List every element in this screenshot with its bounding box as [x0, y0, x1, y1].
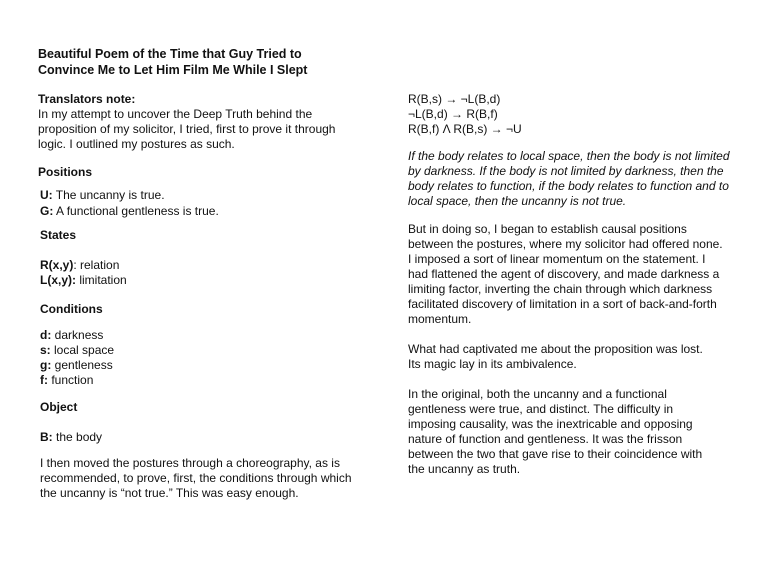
condition-symbol: f:	[40, 373, 48, 387]
formula-line: R(B,s) → ¬L(B,d)	[408, 92, 501, 106]
condition-text: darkness	[54, 328, 104, 342]
conditions-heading: Conditions	[40, 302, 103, 316]
conditions-list	[40, 328, 114, 388]
formula-block	[408, 92, 522, 137]
object-item	[40, 430, 102, 445]
state-text: limitation	[79, 273, 127, 287]
condition-text: local space	[54, 343, 115, 357]
positions-heading: Positions	[38, 165, 93, 179]
condition-symbol: d:	[40, 328, 52, 342]
translators-note-heading: Translators note:	[38, 92, 136, 106]
positions-list	[40, 188, 219, 219]
choreography-paragraph: I then moved the postures through a choreography, as is recommended, to prove, first, the conditions through which the uncanny is “not true.” This was easy enough.	[40, 456, 352, 500]
condition-item	[40, 343, 114, 358]
state-item	[40, 273, 127, 288]
object-symbol: B:	[40, 430, 53, 444]
position-item	[40, 188, 219, 203]
condition-item	[40, 373, 114, 388]
state-symbol: R(x,y)	[40, 258, 74, 272]
condition-text: gentleness	[54, 358, 113, 372]
condition-text: function	[51, 373, 94, 387]
body-paragraph: In the original, both the uncanny and a functional gentleness were true, and distinct. The difficulty in imposing causality, was the inextricable and opposing nature of function and gentleness. It was the frisson between the two that gave rise to their coincidence with the uncanny as truth.	[408, 387, 703, 476]
condition-item	[40, 328, 114, 343]
position-item	[40, 204, 219, 219]
condition-symbol: g:	[40, 358, 52, 372]
position-symbol: G:	[40, 204, 54, 218]
poem-title: Beautiful Poem of the Time that Guy Tried to Convince Me to Let Him Film Me While I Slept	[38, 47, 308, 77]
body-paragraph: But in doing so, I began to establish causal positions between the postures, where my solicitor had offered none. I imposed a sort of linear momentum on the statement. I had flattened the agent of discovery, and made darkness a limiting factor, inverting the chain through which darkness facilitated discovery of limitation in a sort of back-and-forth momentum.	[408, 222, 723, 326]
state-item	[40, 258, 127, 273]
position-symbol: U:	[40, 188, 53, 202]
object-heading: Object	[40, 400, 78, 414]
position-text: A functional gentleness is true.	[56, 204, 219, 218]
condition-item	[40, 358, 114, 373]
formula-explanation: If the body relates to local space, then the body is not limited by darkness. If the body is not limited by darkness, then the body relates to function, if the body relates to function and to local space, then the uncanny is not true.	[408, 149, 730, 208]
states-list	[40, 258, 127, 288]
states-heading: States	[40, 228, 77, 242]
formula-line: R(B,f) Λ R(B,s) → ¬U	[408, 122, 522, 136]
body-paragraph: What had captivated me about the proposition was lost. Its magic lay in its ambivalence.	[408, 342, 703, 371]
state-text: : relation	[73, 258, 120, 272]
translators-note-text: In my attempt to uncover the Deep Truth behind the proposition of my solicitor, I tried, first to prove it through logic. I outlined my postures as such.	[38, 107, 336, 151]
condition-symbol: s:	[40, 343, 51, 357]
position-text: The uncanny is true.	[55, 188, 165, 202]
object-text: the body	[56, 430, 103, 444]
formula-line: ¬L(B,d) → R(B,f)	[408, 107, 498, 121]
object-list	[40, 430, 102, 445]
state-symbol: L(x,y):	[40, 273, 76, 287]
